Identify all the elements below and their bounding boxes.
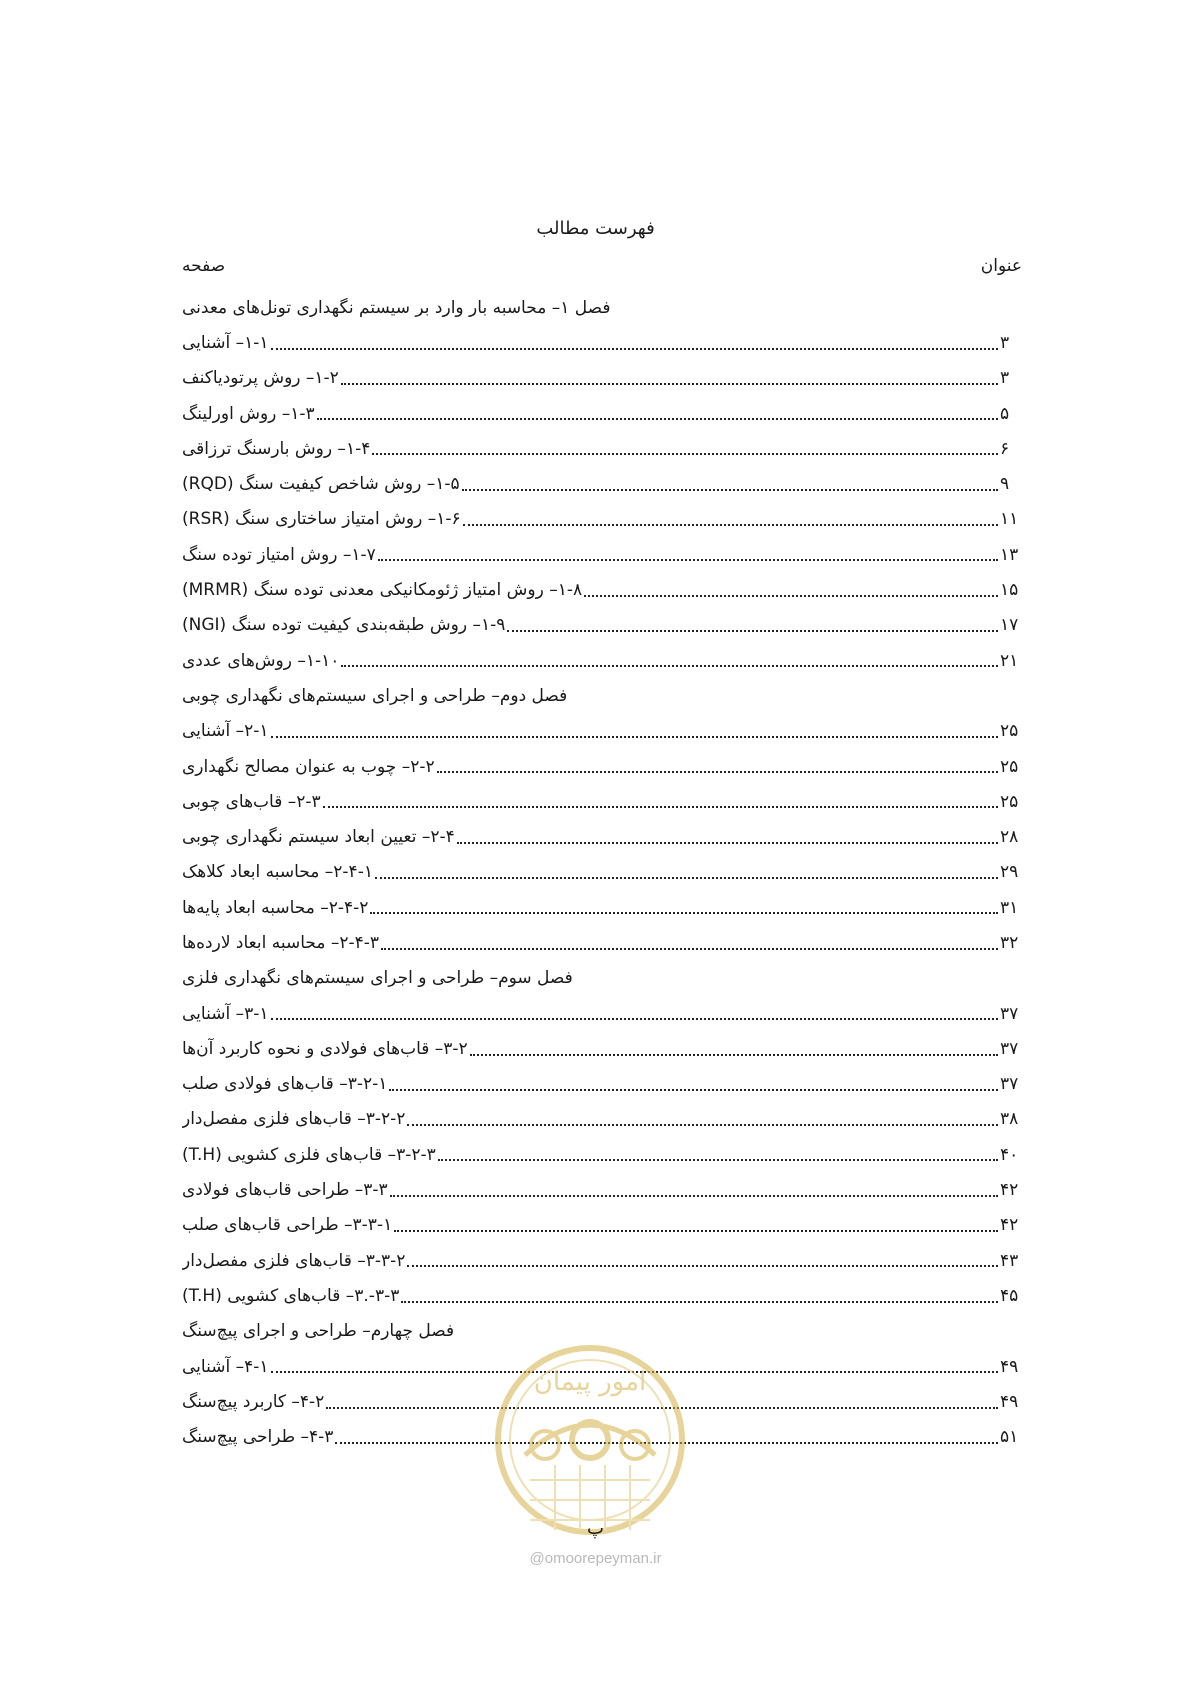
toc-entry-label: ۱-۲– روش پرتودیاکنف (182, 368, 339, 389)
toc-page-number: ۲۸ (1000, 827, 1019, 848)
toc-entry-label: ۲-۴-۳– محاسبه ابعاد لارده‌ها (182, 932, 380, 953)
toc-page-number: ۴۹ (1000, 1356, 1019, 1377)
toc-entry (182, 1102, 1022, 1137)
toc-page-number: ۳۷ (1000, 1003, 1019, 1024)
toc-entry-label: ۱-۵– روش شاخص کیفیت سنگ (RQD) (182, 474, 460, 495)
watermark-site-text: @omoorepeyman.ir (529, 1550, 662, 1567)
watermark-logo-text: امور پیمان (533, 1367, 647, 1397)
toc-entry-label: ۴-۲– کاربرد پیچ‌سنگ (182, 1391, 325, 1412)
toc-title: فهرست مطالب (536, 218, 655, 239)
toc-leader-dots (271, 1017, 999, 1020)
toc-leader-dots (470, 1053, 998, 1056)
toc-entry (182, 572, 1022, 607)
toc-chapter-heading (182, 961, 1022, 996)
toc-entry (182, 1137, 1022, 1172)
toc-page-number: ۳۸ (1000, 1109, 1019, 1130)
toc-entry (182, 1067, 1022, 1102)
toc-leader-dots (271, 735, 999, 738)
toc-leader-dots (438, 1158, 998, 1161)
toc-leader-dots (584, 594, 998, 597)
toc-entry (182, 361, 1022, 396)
toc-entry-label: ۱-۷– روش امتیاز توده سنگ (182, 544, 376, 565)
toc-entry-label: ۲-۲– چوب به عنوان مصالح نگهداری (182, 756, 435, 777)
toc-leader-dots (317, 417, 998, 420)
toc-leader-dots (372, 452, 998, 455)
toc-page-number: ۵۱ (1000, 1427, 1019, 1448)
header-page-label: صفحه (182, 256, 226, 276)
toc-entry (182, 855, 1022, 890)
toc-entry-label: فصل چهارم– طراحی و اجرای پیچ‌سنگ (182, 1321, 455, 1342)
toc-page-number: ۳۱ (1000, 897, 1019, 918)
toc-entry-label: ۱-۳– روش اورلینگ (182, 403, 315, 424)
toc-leader-dots (437, 770, 998, 773)
toc-page-number: ۱۳ (1000, 544, 1019, 565)
toc-page-number: ۲۵ (1000, 791, 1019, 812)
toc-chapter-heading (182, 290, 1022, 325)
toc-entry-label: فصل ۱– محاسبه بار وارد بر سیستم نگهداری تونل‌های معدنی (182, 297, 611, 318)
toc-entry (182, 608, 1022, 643)
toc-entry (182, 1278, 1022, 1313)
toc-page-number: ۱۱ (1000, 509, 1019, 530)
toc-entry (182, 749, 1022, 784)
toc-page-number: ۶ (1000, 438, 1010, 459)
toc-page-number: ۹ (1000, 474, 1010, 495)
toc-entry-label: ۳-۲-۱– قاب‌های فولادی صلب (182, 1074, 388, 1095)
toc-leader-dots (407, 1264, 998, 1267)
toc-entry-label: ۱-۱– آشنایی (182, 332, 269, 353)
toc-page-number: ۴۹ (1000, 1391, 1019, 1412)
toc-page-number: ۴۵ (1000, 1285, 1019, 1306)
toc-leader-dots (341, 664, 998, 667)
toc-page-number: ۴۳ (1000, 1250, 1019, 1271)
toc-leader-dots (323, 805, 998, 808)
toc-leader-dots (394, 1229, 998, 1232)
toc-entry-label: ۱-۶– روش امتیاز ساختاری سنگ (RSR) (182, 509, 461, 530)
toc-leader-dots (389, 1088, 998, 1091)
toc-entry-label: ۱-۱۰– روش‌های عددی (182, 650, 340, 671)
toc-entry (182, 537, 1022, 572)
toc-leader-dots (271, 347, 999, 350)
toc-entry-label: ۳-۳-۱– طراحی قاب‌های صلب (182, 1215, 393, 1236)
toc-entry-label: ۲-۴-۱– محاسبه ابعاد کلاهک (182, 862, 373, 883)
toc-page-number: ۱۵ (1000, 580, 1019, 601)
toc-chapter-heading (182, 678, 1022, 713)
toc-entry (182, 714, 1022, 749)
toc-entry (182, 466, 1022, 501)
toc-page-number: ۲۱ (1000, 650, 1019, 671)
toc-page-number: ۳ (1000, 368, 1010, 389)
toc-entry (182, 431, 1022, 466)
toc-entry-label: فصل سوم– طراحی و اجرای سیستم‌های نگهداری فلزی (182, 968, 573, 989)
toc-entry (182, 925, 1022, 960)
toc-leader-dots (457, 841, 998, 844)
toc-entry (182, 1172, 1022, 1207)
toc-page-number: ۵ (1000, 403, 1010, 424)
toc-entry (182, 996, 1022, 1031)
toc-page-number: ۴۰ (1000, 1144, 1019, 1165)
toc-entry-label: ۳-۳-.۳– قاب‌های کشویی (T.H) (182, 1285, 400, 1306)
toc-leader-dots (375, 876, 998, 879)
toc-page-number: ۲۵ (1000, 721, 1019, 742)
page-number: پ (587, 1518, 604, 1539)
toc-entry-label: ۳-۲-۳– قاب‌های فلزی کشویی (T.H) (182, 1144, 436, 1165)
toc-leader-dots (463, 523, 998, 526)
toc-entry (182, 502, 1022, 537)
toc-entry-label: ۱-۸– روش امتیاز ژئومکانیکی معدنی توده سنگ (MRMR) (182, 580, 583, 601)
toc-entry (182, 396, 1022, 431)
toc-leader-dots (341, 382, 998, 385)
toc-header-row (182, 256, 1022, 276)
toc-entry (182, 1243, 1022, 1278)
toc-page-number: ۳۷ (1000, 1074, 1019, 1095)
toc-leader-dots (462, 488, 998, 491)
toc-entry-label: ۲-۱– آشنایی (182, 721, 269, 742)
toc-list (182, 290, 1022, 1455)
toc-entry-label: ۲-۳– قاب‌های چوبی (182, 791, 321, 812)
toc-page-number: ۳۷ (1000, 1038, 1019, 1059)
toc-leader-dots (507, 629, 998, 632)
toc-leader-dots (381, 947, 998, 950)
toc-entry-label: فصل دوم– طراحی و اجرای سیستم‌های نگهداری چوبی (182, 685, 568, 706)
toc-entry (182, 325, 1022, 360)
toc-entry-label: ۲-۴-۲– محاسبه ابعاد پایه‌ها (182, 897, 369, 918)
toc-leader-dots (401, 1300, 998, 1303)
toc-entry (182, 819, 1022, 854)
toc-page-number: ۲۹ (1000, 862, 1019, 883)
toc-entry-label: ۳-۱– آشنایی (182, 1003, 269, 1024)
toc-entry (182, 784, 1022, 819)
toc-entry-label: ۴-۱– آشنایی (182, 1356, 269, 1377)
toc-page-number: ۴۲ (1000, 1180, 1019, 1201)
header-title-label: عنوان (980, 256, 1022, 276)
toc-leader-dots (378, 558, 998, 561)
toc-leader-dots (407, 1123, 998, 1126)
toc-page-number: ۳۲ (1000, 932, 1019, 953)
toc-entry-label: ۱-۴– روش بارسنگ ترزاقی (182, 438, 371, 459)
toc-entry (182, 1031, 1022, 1066)
toc-leader-dots (390, 1194, 998, 1197)
toc-page-number: ۴۲ (1000, 1215, 1019, 1236)
toc-entry-label: ۳-۳– طراحی قاب‌های فولادی (182, 1180, 388, 1201)
toc-entry (182, 890, 1022, 925)
toc-entry-label: ۳-۲-۲– قاب‌های فلزی مفصل‌دار (182, 1109, 406, 1130)
toc-page-number: ۲۵ (1000, 756, 1019, 777)
toc-page-number: ۳ (1000, 332, 1010, 353)
toc-entry-label: ۴-۳– طراحی پیچ‌سنگ (182, 1427, 334, 1448)
toc-entry-label: ۳-۲– قاب‌های فولادی و نحوه کاربرد آن‌ها (182, 1038, 468, 1059)
toc-entry-label: ۲-۴– تعیین ابعاد سیستم نگهداری چوبی (182, 827, 455, 848)
toc-entry-label: ۱-۹– روش طبقه‌بندی کیفیت توده سنگ (NGI) (182, 615, 506, 636)
toc-entry-label: ۳-۳-۲– قاب‌های فلزی مفصل‌دار (182, 1250, 406, 1271)
toc-leader-dots (370, 911, 998, 914)
toc-entry (182, 643, 1022, 678)
toc-page-number: ۱۷ (1000, 615, 1019, 636)
toc-entry (182, 1208, 1022, 1243)
